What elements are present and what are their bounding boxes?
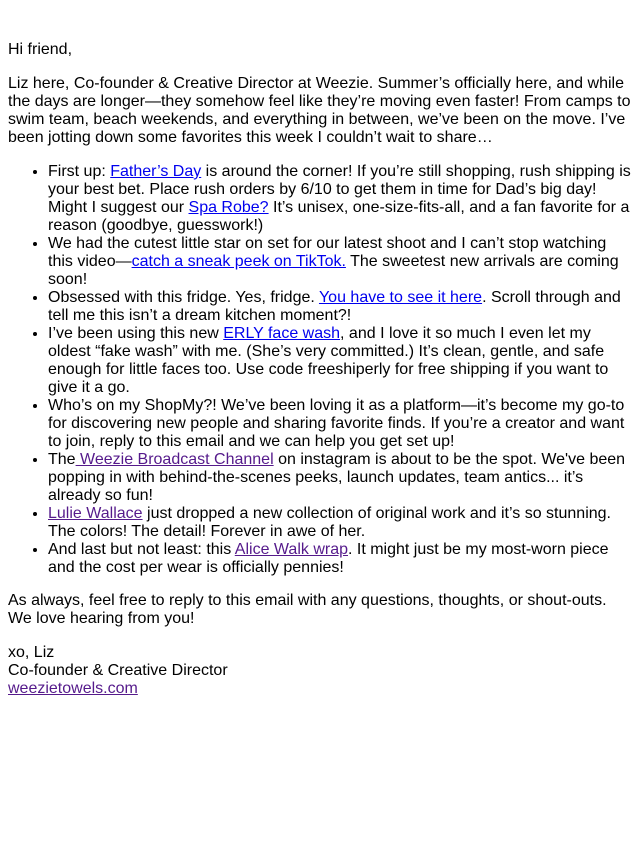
tiktok-sneak-peek-link[interactable]: catch a sneak peek on TikTok. xyxy=(131,253,346,270)
alice-walk-wrap-link[interactable]: Alice Walk wrap xyxy=(234,541,348,558)
list-item-lulie-wallace xyxy=(48,505,632,541)
signature-role: Co-founder & Creative Director xyxy=(8,662,228,679)
spa-robe-link[interactable]: Spa Robe? xyxy=(188,199,269,216)
list-item-shopmy xyxy=(48,397,632,451)
item-text: We had the cutest little star on set for our latest shoot and I can’t stop watching this video— xyxy=(48,235,607,270)
item-text: on instagram is about to be the spot. We've been popping in with behind-the-scenes peeks, launch updates, team antics... it’s already so fun! xyxy=(48,451,626,504)
list-item-tiktok xyxy=(48,235,632,289)
item-text: And last but not least: this xyxy=(48,541,235,558)
greeting: Hi friend, xyxy=(8,41,73,58)
list-item-broadcast xyxy=(48,451,632,505)
item-text: . Scroll through and tell me this isn’t a dream kitchen moment?! xyxy=(48,289,621,324)
item-text: Who’s on my ShopMy?! We’ve been loving it as a platform—it’s become my go-to for discovering new people and sharing favorite finds. If you’re a creator and want to join, reply to this email and we can help you get set up! xyxy=(48,397,625,450)
erly-face-wash-link[interactable]: ERLY face wash xyxy=(223,325,341,342)
signature xyxy=(8,644,632,698)
item-text: The sweetest new arrivals are coming soon! xyxy=(48,253,619,288)
list-item-alice-walk xyxy=(48,541,632,577)
item-text: I’ve been using this new xyxy=(48,325,224,342)
item-text: . It might just be my most-worn piece and the cost per wear is officially pennies! xyxy=(48,541,609,576)
list-item-face-wash xyxy=(48,325,632,397)
item-text: It’s unisex, one-size-fits-all, and a fan favorite for a reason (goodbye, guesswork!) xyxy=(48,199,630,234)
item-text: is around the corner! If you’re still shopping, rush shipping is your best bet. Place rush orders by 6/10 to get them in time for Dad’s big day! Might I suggest our xyxy=(48,163,631,216)
signoff: xo, Liz xyxy=(8,644,55,661)
fathers-day-link[interactable]: Father’s Day xyxy=(110,163,202,180)
lulie-wallace-link[interactable]: Lulie Wallace xyxy=(48,505,143,522)
item-text: just dropped a new collection of original work and it’s so stunning. The colors! The detail! Forever in awe of her. xyxy=(48,505,611,540)
closing-paragraph: As always, feel free to reply to this email with any questions, thoughts, or shout-outs. We love hearing from you! xyxy=(8,592,607,627)
intro-paragraph: Liz here, Co-founder & Creative Director at Weezie. Summer’s officially here, and while the days are longer—they somehow feel like they’re moving even faster! From camps to swim team, beach weekends, and everything in between, we’ve been on the move. I’ve been jotting down some favorites this week I couldn’t wait to share… xyxy=(8,75,631,146)
broadcast-channel-link[interactable]: Weezie Broadcast Channel xyxy=(75,451,274,468)
website-link[interactable]: weezietowels.com xyxy=(8,680,138,697)
list-item-fridge xyxy=(48,289,632,325)
item-text: , and I love it so much I even let my oldest “fake wash” with me. (She’s very committed.) It’s clean, gentle, and safe enough for little faces too. Use code freeshiperly for free shipping if you want to give it a go. xyxy=(48,325,609,396)
fridge-link[interactable]: You have to see it here xyxy=(318,289,483,306)
favorites-list xyxy=(8,163,632,577)
item-text: Obsessed with this fridge. Yes, fridge. xyxy=(48,289,319,306)
item-text: The xyxy=(48,451,76,468)
item-text: First up: xyxy=(48,163,111,180)
list-item-fathers-day xyxy=(48,163,632,235)
